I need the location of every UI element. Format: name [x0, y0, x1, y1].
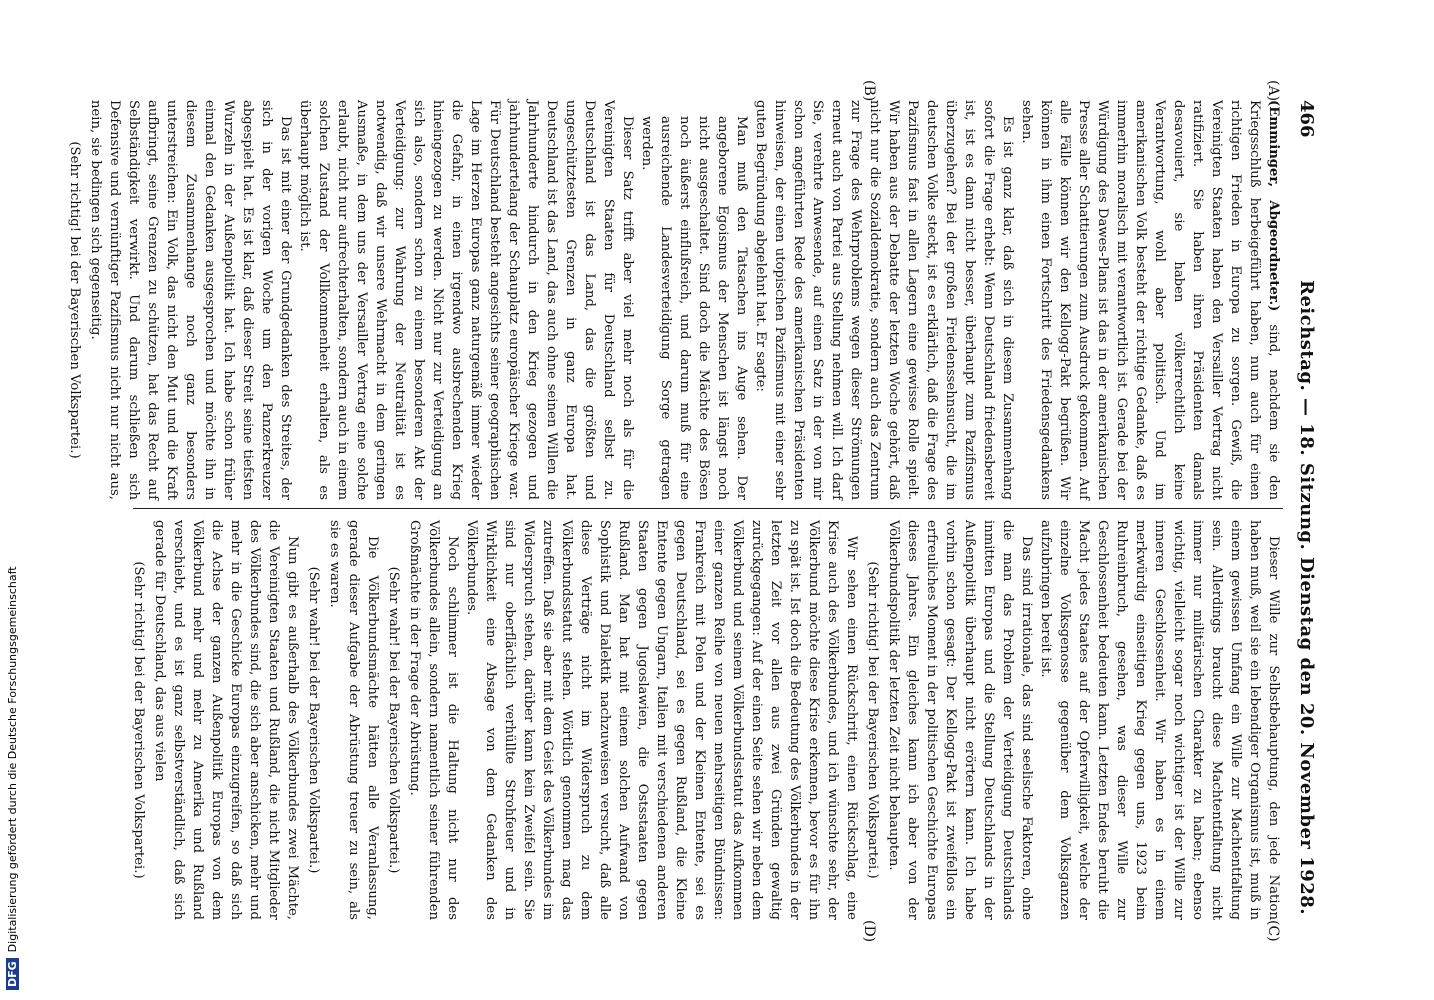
paragraph: Es ist ganz klar, daß sich in diesem Zusammenhang sofort die Frage erhebt: Wenn Deutschland friedensbereit ist, ist es dann nicht besser, überhaupt zum Pazifismus überzugehen? Bei der großen Friedenssehnsucht, die im deutschen Volke steckt, ist es erklärlich, daß die Frage des Pazifismus fast in allen Lagern eine gewisse Rolle spielt. Wir haben aus der Debatte der letzten Woche gehört, daß nicht nur die Sozialdemokratie, sondern auch das Zentrum zur Frage des Wehrproblems wegen dieser Strömungen erneut auch von Partei aus Stellung nehmen will. Ich darf Sie, verehrte Anwesende, auf einen Satz in der von mir schon angeführten Rede des amerikanischen Präsidenten hinweisen, der einen utopischen Pazifismus mit einer sehr guten Begründung abgelehnt hat. Er sagte:: [753, 100, 1015, 500]
running-title: Reichstag. — 18. Sitzung. Dienstag den 20. November 1928.: [1296, 280, 1317, 916]
interjection: (Sehr richtig! bei der Bayerischen Volkspartei.): [67, 141, 82, 459]
column-divider: [133, 508, 1283, 509]
paragraph: Dieser Satz trifft aber viel mehr noch als für die Vereinigten Staaten für Deutschland selbst zu. Deutschland ist das Land, das die größten und ungeschütztesten Grenzen in ganz Europa hat. Deutschland ist das Land, das auch ohne seinen Willen die Jahrhunderte hindurch in den Krieg gezogen und jahrhundertelang der Schauplatz europäischer Kriege war. Für Deutschland besteht angesichts seiner geographischen Lage im Herzen Europas ganz naturgemäß immer wieder die Gefahr, in einen irgendwo ausbrechenden Krieg hineingezogen zu werden. Nicht nur zur Verteidigung an sich also, sondern schon zu einem besonderen Akt der Verteidigung: zur Wahrung der Neutralität ist es notwendig, daß wir unsere Wehrmacht in dem geringen Ausmaße, in dem uns der Versailler Vertrag eine solche erlaubt, nicht nur aufrechterhalten, sondern auch in einem solchen Zustand der Vollkommenheit erhalten, als es überhaupt möglich ist.: [297, 100, 635, 500]
paragraph: Das ist mit einer der Grundgedanken des Streites, der sich in der vorigen Woche um den Panzerkreuzer abgespielt hat. Es ist klar, daß dieser Streit seine tiefsten Wurzeln in der Außenpolitik hat. Ich habe schon früher einmal den Gedanken ausgesprochen und möchte ihn in diesem Zusammenhange noch ganz besonders unterstreichen: Ein Volk, das nicht den Mut und die Kraft aufbringt, seine Grenzen zu schützen, hat das Recht auf Selbständigkeit verwirkt. Und darum schließen sich Defensive und vernünftiger Pazifismus nicht nur nicht aus, nein, sie bedingen sich gegenseitig.: [88, 100, 293, 500]
speaker-label: (Emminger, Abgeordneter.): [1266, 100, 1281, 312]
interjection: (Sehr richtig! bei der Bayerischen Volkspartei.): [865, 561, 880, 879]
margin-marker-c: (C): [1265, 920, 1281, 942]
margin-marker-a: (A): [1265, 80, 1281, 102]
left-column: [67, 100, 1283, 500]
margin-marker-b: (B): [861, 80, 877, 102]
paragraph: Das sind irrationale, das sind seelische Faktoren, ohne die man das Problem der Verteidigung Deutschlands inmitten Europas und die Stellung Deutschlands in der Außenpolitik überhaupt nicht erörtern kann. Ich habe vorhin schon gesagt: Der Kellogg-Pakt ist zweifellos ein erfreuliches Moment in der politischen Geschichte Europas dieses Jahres. Ein gleiches kann ich aber von der Völkerbundspolitik der letzten Zeit nicht behaupten.: [886, 520, 1034, 920]
right-column: [83, 520, 1283, 920]
digitization-credit: [6, 0, 22, 990]
quotation: Man muß den Tatsachen ins Auge sehen. Der angeborene Egoismus der Menschen ist längst noch nicht ausgeschaltet. Sind doch die Mächte des Bösen noch äußerst einflußreich, und darum muß für eine ausreichende Landesverteidigung Sorge getragen werden.: [639, 116, 749, 500]
paragraph: Nun gibt es außerhalb des Völkerbundes zwei Mächte, die Vereinigten Staaten und Rußland, die nicht Mitglieder des Völkerbundes sind, die sich aber anschicken, mehr und mehr in die Geschicke Europas einzugreifen, so daß sich die Achse der ganzen Außenpolitik Europas von dem Völkerbund mehr und mehr zu Amerika und Rußland verschiebt, und es ist ganz selbstverständlich, daß sich gerade für Deutschland, das aus vielen: [152, 520, 300, 920]
paragraph: Dieser Wille zur Selbstbehauptung, den jede Nation haben muß, weil sie ein lebendiger Organismus ist, muß in einem gewissen Umfang ein Wille zur Machtentfaltung sein. Allerdings braucht diese Machtentfaltung nicht immer nur militärischen Charakter zu haben; ebenso wichtig, vielleicht sogar noch wichtiger ist der Wille zur inneren Geschlossenheit. Wir haben es in einem merkwürdig einseitigen Krieg gegen uns, 1923 beim Ruhreinbruch, gesehen, was dieser Wille zur Geschlossenheit bedeuten kann. Letzten Endes beruht die Macht jedes Staates auf der Opferwilligkeit, welche der einzelne Volksgenosse gegenüber dem Volksganzen aufzubringen bereit ist.: [1038, 520, 1281, 920]
interjection: (Sehr wahr! bei der Bayerischen Volkspartei.): [306, 566, 321, 874]
interjection: (Sehr wahr! bei der Bayerischen Volkspartei.): [386, 566, 401, 874]
paragraph: Noch schlimmer ist die Haltung nicht nur des Völkerbundes allein, sondern namentlich seiner führenden Großmächte in der Frage der Abrüstung.: [407, 520, 460, 920]
interjection: (Sehr richtig! bei der Bayerischen Volkspartei.): [131, 561, 146, 879]
credit-text: Digitalisierung gefördert durch die Deutsche Forschungsgemeinschaft: [6, 566, 19, 953]
rotated-page-content: [67, 80, 1317, 943]
paragraph: Die Völkerbundsmächte hätten alle Veranlassung, gerade dieser Aufgabe der Abrüstung treuer zu sein, als sie es waren.: [327, 520, 380, 920]
page-header: [1287, 100, 1317, 940]
page-number: 466: [1296, 100, 1317, 138]
paragraph: Wir sehen einen Rückschritt, einen Rückschlag, eine Krise auch des Völkerbundes, und ich wünschte sehr, der Völkerbund möchte diese Krise erkennen, bevor es für ihn zu spät ist. Ist doch die Bedeutung des Völkerbundes in der letzten Zeit vor allen aus zwei Gründen gewaltig zurückgegangen: Auf der einen Seite sehen wir neben dem Völkerbund und seinem Völkerbundsstatut das Aufkommen einer ganzen Reihe von neuen mehrseitigen Bündnissen: Frankreich mit Polen und der Kleinen Entente, sei es gegen Deutschland, sei es gegen Rußland, die Kleine Entente gegen Ungarn, Italien mit verschiedenen anderen Staaten gegen Jugoslawien, die Ostsstaaten gegen Rußland. Man hat mit einem solchen Aufwand von Sophistik und Dialektik nachzuweisen versucht, daß alle diese Verträge nicht im Widerspruch zu dem Völkerbundsstatut stehen. Wörtlich genommen mag das zutreffen. Daß sie aber mit dem Geist des Völkerbundes im Widerspruch stehen, darüber kann kein Zweifel sein. Sie sind nur oberflächlich verhüllte Strohfeuer und in Wirklichkeit eine Absage von dem Gedanken des Völkerbundes.: [464, 520, 859, 920]
margin-marker-d: (D): [861, 920, 877, 943]
paragraph: (Emminger, Abgeordneter.) sind, nachdem sie den Kriegsschluß herbeigeführt haben, nun auch für einen richtigen Frieden in Europa zu sorgen. Gewiß, die Vereinigten Staaten haben den Versailler Vertrag nicht ratifiziert. Sie haben ihren Präsidenten damals desavouiert, sie haben völkerrechtlich keine Verantwortung, wohl aber politisch. Und im amerikanischen Volk besteht der richtige Gedanke, daß es immerhin moralisch mit verantwortlich ist. Gerade bei der Würdigung des Dawes-Plans ist das in der amerikanischen Presse aller Schattierungen zum Ausdruck gekommen. Auf alle Fälle können wir den Kellogg-Pakt begrüßen. Wir können in ihm einen Fortschritt des Friedensgedankens sehen.: [1019, 100, 1281, 500]
dfg-logo: DFG: [6, 958, 19, 990]
